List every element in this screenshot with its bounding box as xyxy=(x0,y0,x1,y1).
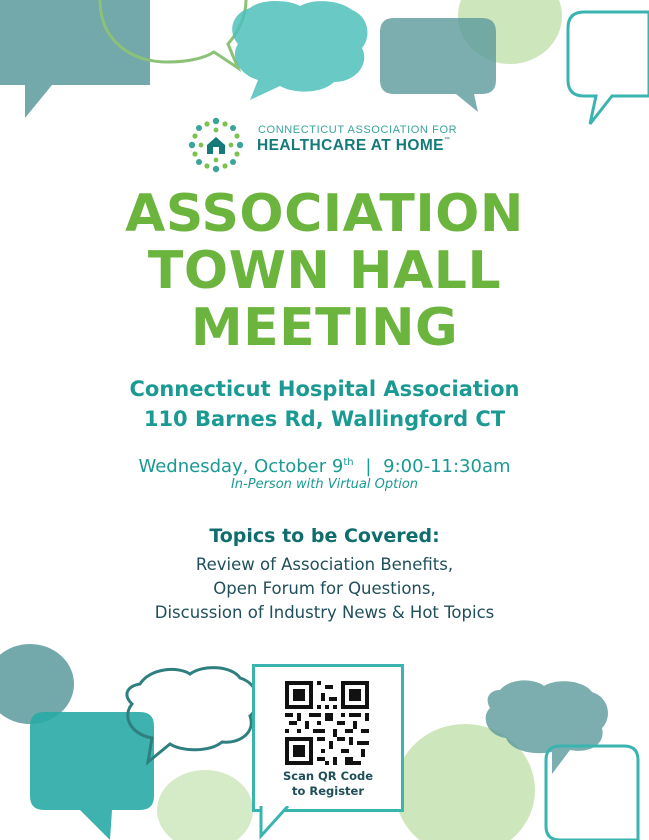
date-ordinal: th xyxy=(343,457,354,468)
qr-caption-line2: to Register xyxy=(291,784,365,798)
org-logo xyxy=(186,115,466,177)
topic-item: Discussion of Industry News & Hot Topics xyxy=(154,603,495,622)
venue-address: 110 Barnes Rd, Wallingford CT xyxy=(143,407,506,431)
event-datetime xyxy=(0,451,649,479)
org-name-main: HEALTHCARE AT HOME xyxy=(257,137,444,154)
speech-bubble-icon xyxy=(380,18,496,112)
qr-bubble-tail-icon xyxy=(258,806,298,840)
title-line-2: TOWN HALL xyxy=(147,241,502,301)
org-name-line2 xyxy=(257,137,450,155)
qr-caption xyxy=(255,769,401,799)
register-qr-box[interactable] xyxy=(252,664,404,812)
topic-item: Open Forum for Questions, xyxy=(213,579,436,598)
title-line-3: MEETING xyxy=(190,298,459,358)
qr-code-icon[interactable] xyxy=(285,681,369,765)
speech-bubble-icon xyxy=(568,12,649,124)
topic-item: Review of Association Benefits, xyxy=(195,555,454,574)
venue-block xyxy=(0,374,649,434)
topics-list xyxy=(0,553,649,625)
logo-mark-icon xyxy=(186,115,246,175)
page-title xyxy=(0,186,649,357)
trademark-symbol: ™ xyxy=(443,137,451,143)
topics-heading: Topics to be Covered: xyxy=(209,525,440,547)
org-name-line1: CONNECTICUT ASSOCIATION FOR xyxy=(258,124,458,136)
qr-caption-line1: Scan QR Code xyxy=(282,769,374,783)
datetime-separator: | xyxy=(365,456,372,477)
event-format: In-Person with Virtual Option xyxy=(230,477,419,492)
speech-bubble-icon xyxy=(232,1,367,100)
event-time: 9:00-11:30am xyxy=(383,456,511,477)
venue-name: Connecticut Hospital Association xyxy=(129,377,520,401)
speech-bubble-icon xyxy=(0,0,150,118)
event-date: Wednesday, October 9 xyxy=(138,456,344,477)
title-line-1: ASSOCIATION xyxy=(125,184,524,244)
